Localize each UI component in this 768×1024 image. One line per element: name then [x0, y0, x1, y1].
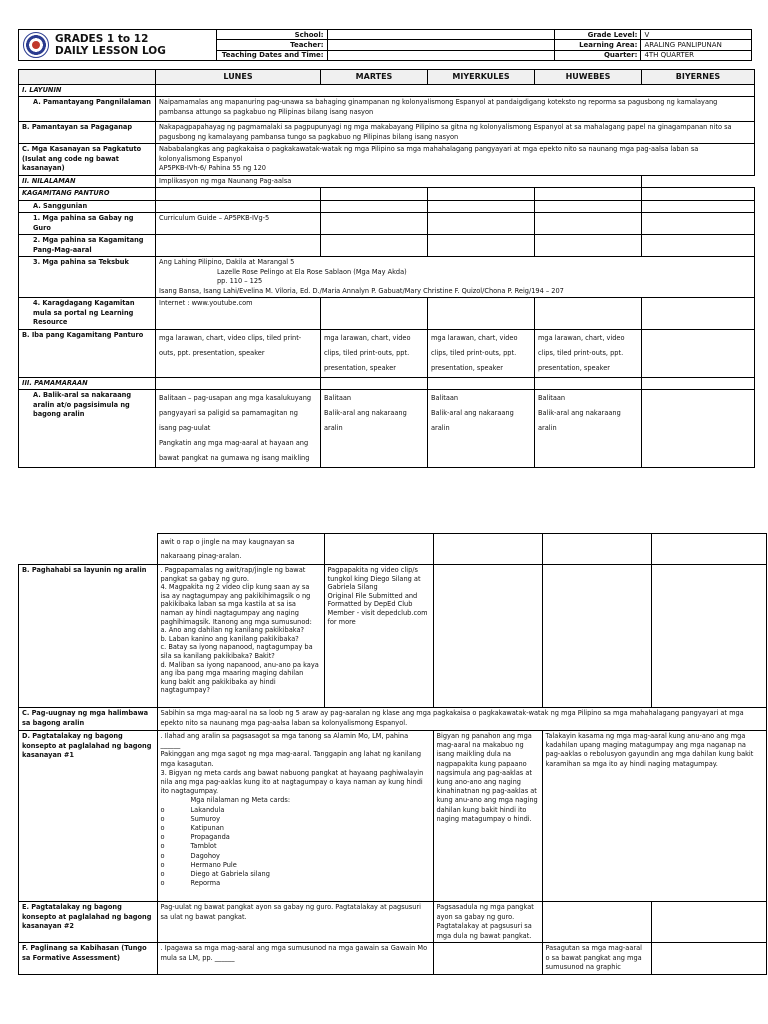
pamamaraan-label: III. PAMAMARAAN	[19, 377, 156, 390]
gabay-row	[19, 213, 755, 235]
sanggunian-row	[19, 200, 755, 213]
title-line-2: DAILY LESSON LOG	[55, 45, 166, 57]
meta-card-item: o Hermano Pule	[160, 860, 237, 869]
paglinang-label: F. Paglinang sa Kabihasan (Tungo sa Formative Assessment)	[19, 943, 158, 975]
pagtatalakay-1-miyerkules: Bigyan ng panahon ang mga mag-aaral na makabuo ng isang maikling dula na nagpapakita kung papaano nagsimula ang pag-aaklas at kung ano-ano ang naging kinahinatnan ng pag-aaklas at kung anu-ano ang mga naging dahilan kung bakit hindi ito naging matagumpay o hindi.	[433, 731, 542, 902]
paghahabi-lunes-6: d. Maliban sa iyong napanood, anu-ano pa kaya ang iba pang mga maaring maging dahilan kung bakit ang pakikibaka ay hindi nagtagumpay?	[160, 660, 319, 695]
teksbuk-authors: Lazelle Rose Pelingo at Ela Rose Sablaon (Mga May Akda)	[217, 267, 407, 276]
pagtatalakay-1-lunes-2: Pakinggan ang mga sagot ng mga mag-aaral. Tanggapin ang lahat ng kanilang mga kasagutan.	[160, 750, 422, 768]
pag-uugnay-row	[19, 708, 767, 731]
gabay-text: Curriculum Guide – AP5PKB-IVg-5	[156, 213, 321, 235]
iba-huwebes: mga larawan, chart, video clips, tiled print-outs, ppt. presentation, speaker	[535, 329, 642, 377]
gabay-label: 1. Mga pahina sa Gabay ng Guro	[19, 213, 156, 235]
iba-row	[19, 329, 755, 377]
paglinang-huwebes: Pasagutan sa mga mag-aaral o sa bawat pangkat ang mga sumusunod na graphic	[542, 943, 651, 975]
balik-lunes-2: Pangkatin ang mga mag-aaral at hayaan ang bawat pangkat na gumawa ng isang maikling	[159, 439, 310, 462]
karagdagang-label: 4. Karagdagang Kagamitan mula sa portal ng Learning Resource	[19, 298, 156, 330]
meta-card-item: o Katipunan	[160, 824, 224, 833]
teaching-dates-label: Teaching Dates and Time:	[217, 50, 327, 60]
pagtatalakay-2-lunes: Pag-uulat ng bawat pangkat ayon sa gabay ng guro. Pagtatalakay at pagsusuri sa ulat ng bawat pangkat.	[157, 902, 433, 943]
paglinang-row	[19, 943, 767, 975]
meta-card-item: o Tamblot	[160, 842, 217, 851]
kagamitan-label: KAGAMITANG PANTURO	[19, 188, 156, 201]
pamamaraan-row	[19, 377, 755, 390]
balik-aral-row	[19, 390, 755, 468]
teksbuk-label: 3. Mga pahina sa Teksbuk	[19, 257, 156, 298]
kasanayan-text: Nababalangkas ang pagkakaisa o pagkakawatak-watak ng mga Pilipino sa mga mahahalagang pangyayari at mga epekto nito sa naunang mga pag-aalsa laban sa kolonyalismong Espanyol	[159, 145, 699, 163]
nilalaman-text: Implikasyon ng mga Naunang Pag-aalsa	[156, 175, 642, 188]
paghahabi-lunes-5: c. Batay sa iyong napanood, nagtagumpay ba sila sa kanilang pakikibaka? Bakit?	[160, 643, 313, 660]
teacher-label: Teacher:	[217, 40, 327, 50]
day-martes: MARTES	[321, 70, 428, 85]
paghahabi-row	[19, 565, 767, 708]
pagganap-text: Nakapagpapahayag ng pagmamalaki sa pagpupunyagi ng mga makabayang Pilipino sa gitna ng kolonyalismong Espanyol at sa mahalagang papel na ginagampanan nito sa pagusbong ng kamalayang pambansa tungo sa pagkabuo ng Pilipinas bilang isang nasyon	[156, 122, 755, 144]
paghahabi-label: B. Paghahabi sa layunin ng aralin	[19, 565, 158, 708]
kagamitang-label: 2. Mga pahina sa Kagamitang Pang-Mag-aaral	[19, 235, 156, 257]
paghahabi-martes-1: Pagpapakita ng video clip/s tungkol king Diego Silang at Gabriela Silang	[327, 566, 421, 592]
school-field[interactable]	[327, 30, 554, 40]
lesson-grid-page-1	[18, 69, 755, 468]
balik-huwebes-2: Balik-aral ang nakaraang aralin	[538, 409, 621, 432]
pag-uugnay-label: C. Pag-uugnay ng mga halimbawa sa bagong aralin	[19, 708, 158, 731]
teacher-field[interactable]	[327, 40, 554, 50]
meta-card-item: o Sumuroy	[160, 814, 220, 823]
pagtatalakay-1-label: D. Pagtatalakay ng bagong konsepto at paglalahad ng bagong kasanayan #1	[19, 731, 158, 902]
meta-card-item: o Propaganda	[160, 833, 230, 842]
pagtatalakay-2-miyerkules: Pagsasadula ng mga pangkat ayon sa gabay ng guro. Pagtatalakay at pagsusuri sa mga dula ng bawat pangkat.	[433, 902, 542, 943]
kagamitan-row	[19, 188, 755, 201]
paghahabi-martes-2: Original File Submitted and Formatted by DepEd Club Member - visit depedclub.com for more	[327, 591, 428, 626]
header-table	[18, 29, 752, 61]
layunin-label: I. LAYUNIN	[19, 84, 156, 97]
paghahabi-lunes-2: 4. Magpakita ng 2 video clip kung saan ay sa isa ay nagtagumpay ang pakikihimagsik o ng pakikibaka laban sa mga kastila at sa isa naman ay hindi nagtagumpay ang naging paghihimagsik. Itanong ang mga sumusunod:	[160, 583, 312, 626]
karagdagang-text: Internet : www.youtube.com	[156, 298, 321, 330]
teksbuk-pages: pp. 110 – 125	[217, 277, 263, 285]
iba-miyerkules: mga larawan, chart, video clips, tiled print-outs, ppt. presentation, speaker	[428, 329, 535, 377]
day-header-row	[19, 70, 755, 85]
meta-card-item: o Diego at Gabriela silang	[160, 870, 270, 879]
balik-huwebes-1: Balitaan	[538, 394, 566, 402]
meta-cards-title: Mga nilalaman ng Meta cards:	[190, 796, 291, 805]
paghahabi-lunes-1: . Pagpapamalas ng awit/rap/jingle ng bawat pangkat sa gabay ng guro.	[160, 566, 306, 583]
continuation-row	[19, 534, 767, 565]
paghahabi-lunes-3: a. Ano ang dahilan ng kanilang pakikibaka?	[160, 626, 304, 635]
pamantayang-label: A. Pamantayang Pangnilalaman	[19, 97, 156, 122]
pagtatalakay-2-label: E. Pagtatalakay ng bagong konsepto at paglalahad ng bagong kasanayan #2	[19, 902, 158, 943]
header-title-cell	[19, 30, 217, 61]
pamantayang-row	[19, 97, 755, 122]
school-label: School:	[217, 30, 327, 40]
kasanayan-code: AP5PKB-IVh-6/ Pahina 55 ng 120	[159, 164, 266, 172]
day-huwebes: HUWEBES	[535, 70, 642, 85]
pagtatalakay-1-row	[19, 731, 767, 902]
teksbuk-row	[19, 257, 755, 298]
lesson-log-page-1	[0, 0, 768, 470]
teksbuk-alt: Isang Bansa, Isang Lahi/Evelina M. Viloria, Ed. D./Maria Annalyn P. Gabuat/Mary Christine F. Quizol/Chona P. Reig/194 – 207	[159, 286, 564, 295]
quarter-label: Quarter:	[554, 50, 641, 60]
teaching-dates-field[interactable]	[327, 50, 554, 60]
balik-lunes-1: Balitaan – pag-usapan ang mga kasalukuyang pangyayari sa paligid sa pamamagitan ng isang pag-uulat	[159, 394, 312, 432]
pag-uugnay-text: Sabihin sa mga mag-aaral na sa loob ng 5 araw ay pag-aaralan ng klase ang mga pagkakaisa o pagkakawatak-watak ng mga Pilipino sa mga mahahalagang pangyayari at mga epekto nito sa naunang mga pag-aalsa laban sa kolonyalismong Espanyol.	[157, 708, 766, 731]
day-miyerkules: MIYERKULES	[428, 70, 535, 85]
grade-level-field[interactable]: V	[641, 30, 752, 40]
meta-card-item: o Lakandula	[160, 805, 225, 814]
pagtatalakay-1-lunes-3: 3. Bigyan ng meta cards ang bawat nabuong pangkat at hayaang paghiwalayin nila ang mga pag-aaklas kung ito at nagtagumpay o kaya naman ay kung hindi ito nagtagumpay.	[160, 768, 424, 796]
balik-aral-label: A. Balik-aral sa nakaraang aralin at/o pagsisimula ng bagong aralin	[19, 390, 156, 468]
meta-card-item: o Dagohoy	[160, 851, 220, 860]
kasanayan-row	[19, 144, 755, 176]
day-lunes: LUNES	[156, 70, 321, 85]
balik-lunes-continued: awit o rap o jingle na may kaugnayan sa nakaraang pinag-aralan.	[157, 534, 324, 565]
nilalaman-label: II. NILALAMAN	[19, 175, 156, 188]
deped-seal-icon	[23, 32, 49, 58]
pagtatalakay-2-row	[19, 902, 767, 943]
balik-martes-2: Balik-aral ang nakaraang aralin	[324, 409, 407, 432]
day-biyernes: BIYERNES	[642, 70, 755, 85]
pagtatalakay-1-lunes-1: . Ilahad ang aralin sa pagsasagot sa mga tanong sa Alamin Mo, LM, pahina ______	[160, 732, 409, 750]
lesson-log-page-2	[0, 530, 768, 1024]
balik-miyerkules-1: Balitaan	[431, 394, 459, 402]
learning-area-field[interactable]: ARALING PANLIPUNAN	[641, 40, 752, 50]
quarter-field[interactable]: 4TH QUARTER	[641, 50, 752, 60]
paghahabi-lunes-4: b. Laban kanino ang kanilang pakikibaka?	[160, 634, 299, 643]
grade-level-label: Grade Level:	[554, 30, 641, 40]
sanggunian-label: A. Sanggunian	[19, 200, 156, 213]
paglinang-lunes: . Ipagawa sa mga mag-aaral ang mga sumusunod na mga gawain sa Gawain Mo mula sa LM, pp. ______	[157, 943, 433, 975]
title-line-1: GRADES 1 to 12	[55, 33, 149, 45]
iba-lunes: mga larawan, chart, video clips, tiled print-outs, ppt. presentation, speaker	[156, 329, 321, 377]
iba-label: B. Iba pang Kagamitang Panturo	[19, 329, 156, 377]
balik-miyerkules-2: Balik-aral ang nakaraang aralin	[431, 409, 514, 432]
meta-card-item: o Reporma	[160, 879, 221, 888]
pagganap-label: B. Pamantayan sa Pagaganap	[19, 122, 156, 144]
lesson-grid-page-2	[18, 533, 767, 975]
pagtatalakay-1-huwebes: Talakayin kasama ng mga mag-aaral kung anu-ano ang mga kadahilan upang maging matagumpay ang mga naganap na pag-aaklas o rebolusyon gayundin ang mga dahilan kung bakit karamihan sa mga ito ay hindi naging matagumpay.	[542, 731, 766, 902]
pamantayang-text: Naipamamalas ang mapanuring pag-unawa sa bahaging ginampanan ng kolonyalismong Espanyol at pandaigdigang koteksto ng reporma sa pagusbong ng kamalayang pambansa attungo sa pagkabuo ng Pilipinas bilang isang nasyon	[156, 97, 755, 122]
balik-martes-1: Balitaan	[324, 394, 352, 402]
kagamitang-row	[19, 235, 755, 257]
pagganap-row	[19, 122, 755, 144]
iba-martes: mga larawan, chart, video clips, tiled print-outs, ppt. presentation, speaker	[321, 329, 428, 377]
nilalaman-row	[19, 175, 755, 188]
karagdagang-row	[19, 298, 755, 330]
layunin-row	[19, 84, 755, 97]
teksbuk-title: Ang Lahing Pilipino, Dakila at Marangal 5	[159, 258, 295, 266]
learning-area-label: Learning Area:	[554, 40, 641, 50]
kasanayan-label: C. Mga Kasanayan sa Pagkatuto (Isulat ang code ng bawat kasanayan)	[19, 144, 156, 176]
